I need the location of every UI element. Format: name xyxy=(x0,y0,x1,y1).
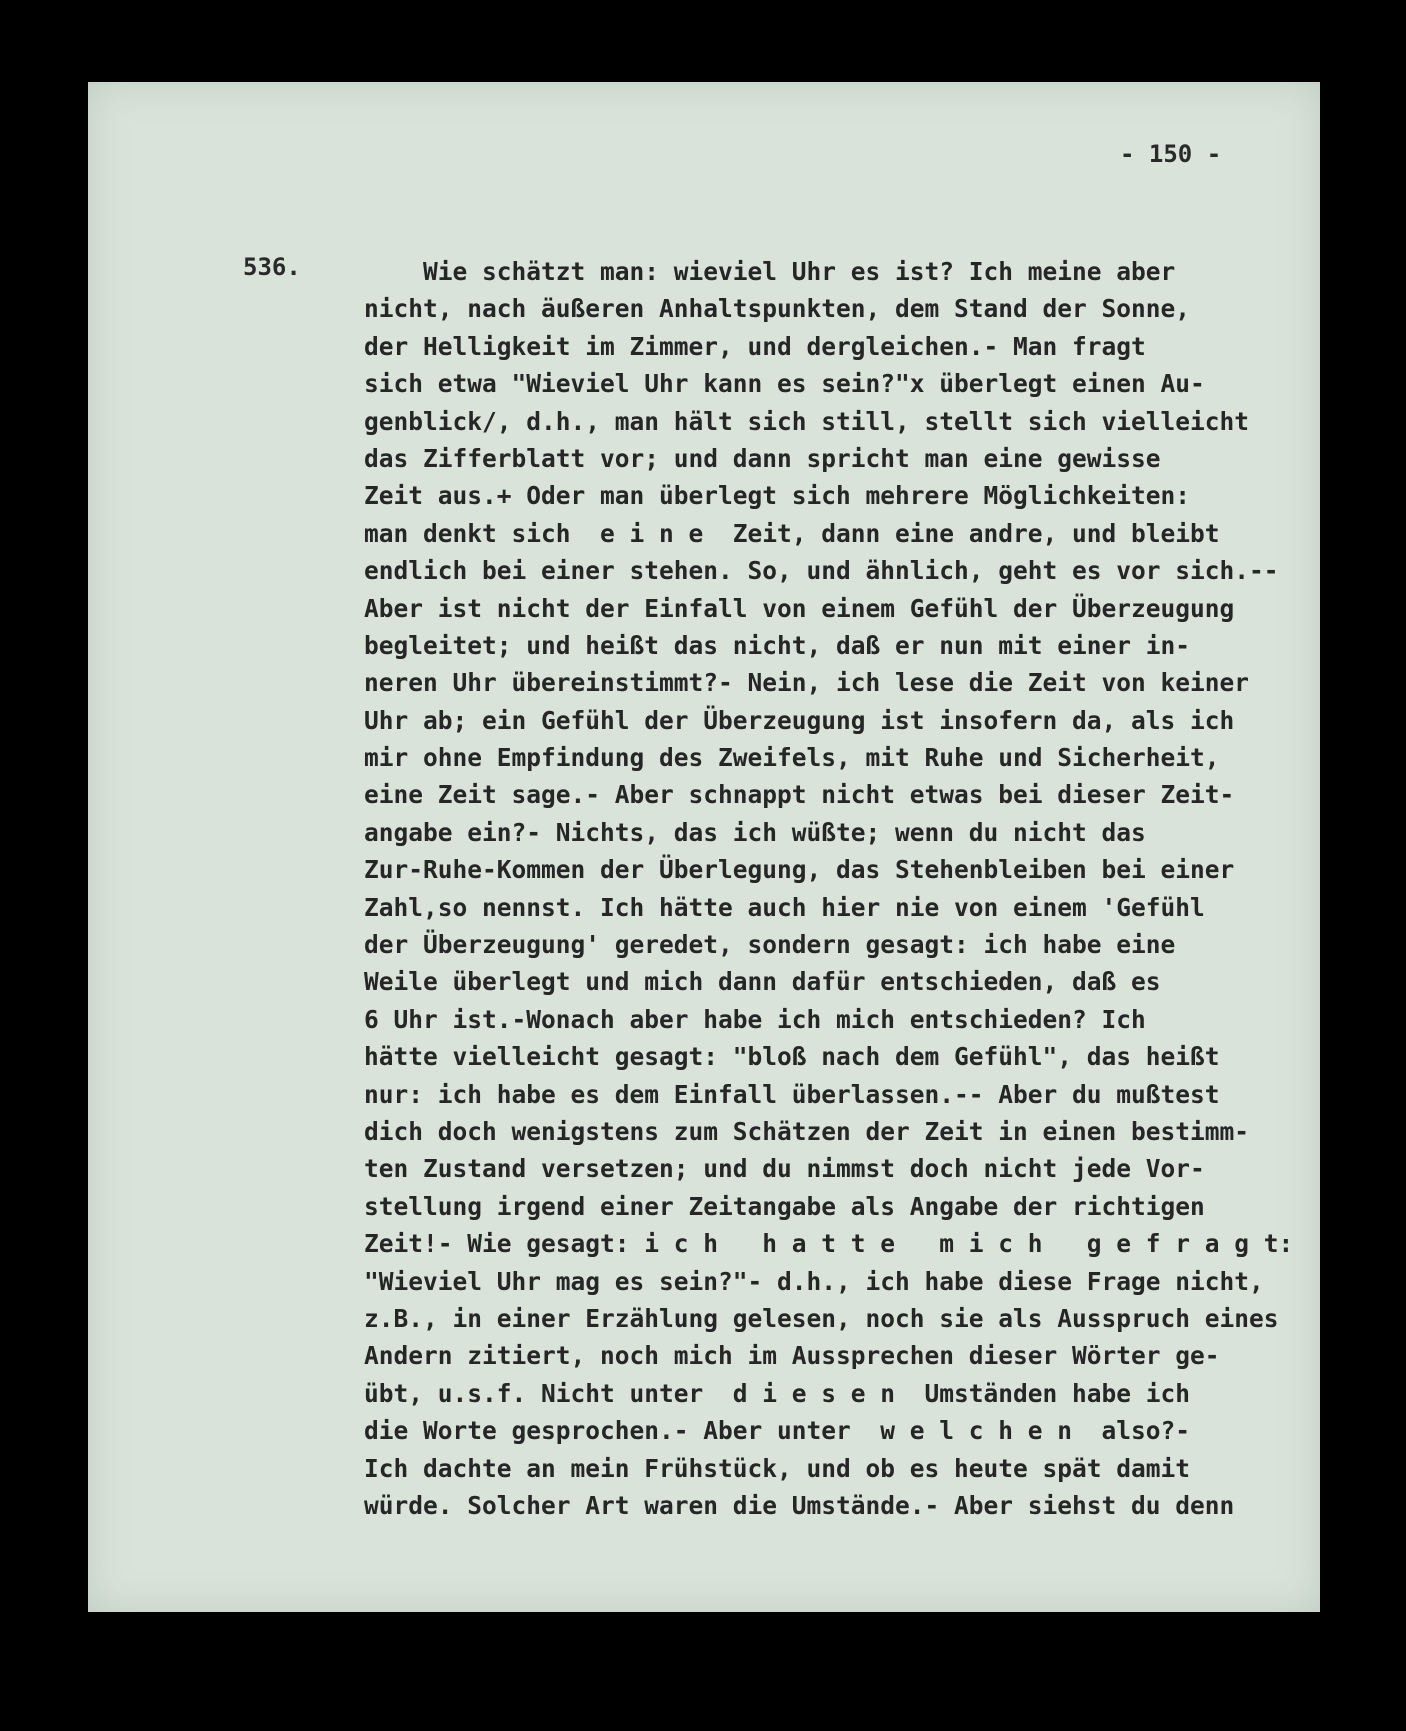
text-line: begleitet; und heißt das nicht, daß er nun mit einer in- xyxy=(364,630,1191,660)
text-line: neren Uhr übereinstimmt?- Nein, ich lese die Zeit von keiner xyxy=(364,668,1250,698)
text-line: Weile überlegt und mich dann dafür entschieden, daß es xyxy=(364,967,1161,997)
page-number: - 150 - xyxy=(1120,140,1222,168)
section-number: 536. xyxy=(243,253,301,281)
text-line: stellung irgend einer Zeitangabe als Angabe der richtigen xyxy=(364,1191,1205,1221)
text-line: der Helligkeit im Zimmer, und dergleichen.- Man fragt xyxy=(364,331,1146,361)
text-line: genblick/, d.h., man hält sich still, stellt sich vielleicht xyxy=(364,406,1250,436)
text-line: man denkt sich e i n e Zeit, dann eine andre, und bleibt xyxy=(364,518,1220,548)
text-line: Ich dachte an mein Frühstück, und ob es heute spät damit xyxy=(364,1453,1191,1483)
text-line: Aber ist nicht der Einfall von einem Gefühl der Überzeugung xyxy=(364,593,1235,623)
text-line: nur: ich habe es dem Einfall überlassen.-- Aber du mußtest xyxy=(364,1079,1220,1109)
text-line: sich etwa "Wieviel Uhr kann es sein?"x überlegt einen Au- xyxy=(364,369,1205,399)
text-line: endlich bei einer stehen. So, und ähnlich, geht es vor sich.-- xyxy=(364,556,1279,586)
text-line: dich doch wenigstens zum Schätzen der Zeit in einen bestimm- xyxy=(364,1116,1250,1146)
text-line: mir ohne Empfindung des Zweifels, mit Ruhe und Sicherheit, xyxy=(364,743,1220,773)
text-line: übt, u.s.f. Nicht unter d i e s e n Umständen habe ich xyxy=(364,1378,1191,1408)
text-line: Uhr ab; ein Gefühl der Überzeugung ist insofern da, als ich xyxy=(364,705,1235,735)
body-text xyxy=(364,253,1293,1524)
text-line: nicht, nach äußeren Anhaltspunkten, dem Stand der Sonne, xyxy=(364,294,1191,324)
text-line: Zeit!- Wie gesagt: i c h h a t t e m i c h g e f r a g t: xyxy=(364,1229,1294,1259)
text-line: eine Zeit sage.- Aber schnappt nicht etwas bei dieser Zeit- xyxy=(364,780,1235,810)
text-line: Wie schätzt man: wieviel Uhr es ist? Ich meine aber xyxy=(364,257,1176,286)
text-line: würde. Solcher Art waren die Umstände.- Aber siehst du denn xyxy=(364,1490,1235,1520)
text-line: Zur-Ruhe-Kommen der Überlegung, das Stehenbleiben bei einer xyxy=(364,855,1235,885)
text-line: Zeit aus.+ Oder man überlegt sich mehrere Möglichkeiten: xyxy=(364,481,1191,511)
text-line: die Worte gesprochen.- Aber unter w e l c h e n also?- xyxy=(364,1416,1191,1446)
text-line: hätte vielleicht gesagt: "bloß nach dem Gefühl", das heißt xyxy=(364,1042,1220,1072)
text-line: z.B., in einer Erzählung gelesen, noch sie als Ausspruch eines xyxy=(364,1303,1279,1333)
text-line: das Zifferblatt vor; und dann spricht man eine gewisse xyxy=(364,443,1161,473)
text-line: Andern zitiert, noch mich im Aussprechen dieser Wörter ge- xyxy=(364,1341,1220,1371)
text-line: 6 Uhr ist.-Wonach aber habe ich mich entschieden? Ich xyxy=(364,1004,1146,1034)
text-line: ten Zustand versetzen; und du nimmst doch nicht jede Vor- xyxy=(364,1154,1205,1184)
text-line: Zahl,so nennst. Ich hätte auch hier nie von einem 'Gefühl xyxy=(364,892,1205,922)
text-line: angabe ein?- Nichts, das ich wüßte; wenn du nicht das xyxy=(364,817,1146,847)
text-line: "Wieviel Uhr mag es sein?"- d.h., ich habe diese Frage nicht, xyxy=(364,1266,1264,1296)
text-line: der Überzeugung' geredet, sondern gesagt: ich habe eine xyxy=(364,930,1176,960)
